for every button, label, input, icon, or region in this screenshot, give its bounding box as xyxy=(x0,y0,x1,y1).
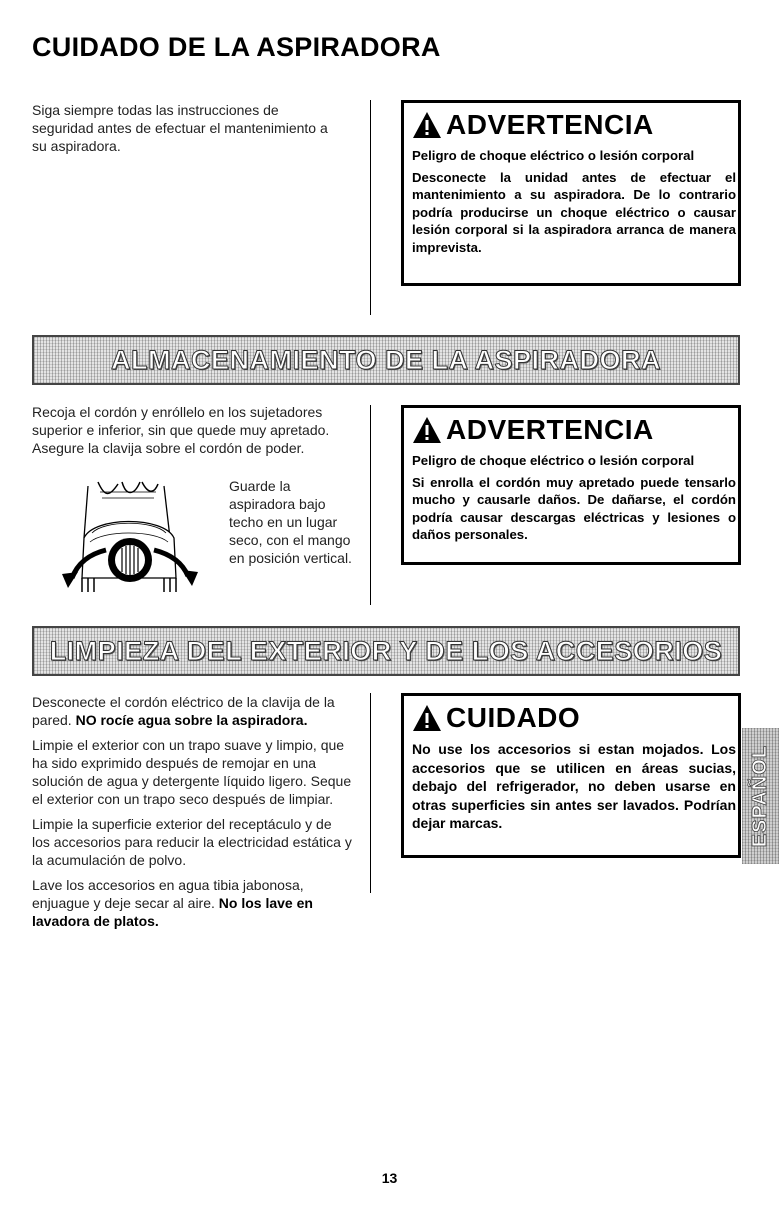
warning-body xyxy=(412,452,738,544)
storage-section-banner xyxy=(32,335,740,385)
safety-intro-paragraph: Siga siempre todas las instrucciones de seguridad antes de efectuar el mantenimiento a su aspiradora. xyxy=(32,102,328,154)
storage-figure-caption xyxy=(229,477,359,574)
cleaning-banner-title: LIMPIEZA DEL EXTERIOR Y DE LOS ACCESORIOS xyxy=(49,635,723,666)
vacuum-cord-storage-illustration xyxy=(60,478,200,596)
language-tab-label: ESPAÑOL xyxy=(749,744,771,848)
cleaning-paragraph-3: Limpie la superficie exterior del receptáculo y de los accesorios para reducir la electricidad estática y la acumulación de polvo. xyxy=(32,816,352,868)
column-divider xyxy=(370,693,371,893)
column-divider xyxy=(370,405,371,605)
safety-intro-text xyxy=(32,101,332,162)
warning-triangle-icon xyxy=(412,416,442,444)
cleaning-paragraph-2: Limpie el exterior con un trapo suave y limpio, que ha sido exprimido después de remojar en una solución de agua y detergente líquido ligero. Seque el exterior con un trapo seco después de limpiar. xyxy=(32,737,352,807)
warning-title: ADVERTENCIA xyxy=(446,414,654,445)
cleaning-text xyxy=(32,693,352,937)
caution-text: No use los accesorios si estan mojados. Los accesorios que se utilicen en áreas sucias, debajo del refrigerador, no deben usarse en otras superficies sin antes ser lavados. Podrían dejar marcas. xyxy=(412,741,736,831)
caution-header xyxy=(412,702,738,734)
warning-triangle-icon xyxy=(412,704,442,732)
warning-subtitle: Peligro de choque eléctrico o lesión corporal xyxy=(412,148,695,163)
column-divider xyxy=(370,100,371,315)
caution-box-accessories xyxy=(401,693,741,858)
warning-header xyxy=(412,414,738,446)
storage-banner-title: ALMACENAMIENTO DE LA ASPIRADORA xyxy=(110,344,661,375)
cleaning-p4-text: Lave los accesorios en agua tibia jabonosa, enjuague y deje secar al aire. xyxy=(32,877,304,911)
cleaning-p4-bold: No los lave en lavadora de platos. xyxy=(32,895,313,929)
page-title: CUIDADO DE LA ASPIRADORA xyxy=(32,32,441,62)
storage-caption-text: Guarde la aspiradora bajo techo en un lugar seco, con el mango en posición vertical. xyxy=(229,478,352,566)
warning-triangle-icon xyxy=(412,111,442,139)
warning-box-cord xyxy=(401,405,741,565)
language-side-tab xyxy=(742,728,779,864)
storage-text xyxy=(32,403,352,464)
caution-body xyxy=(412,740,738,833)
cleaning-paragraph-4 xyxy=(32,876,352,930)
caution-title: CUIDADO xyxy=(446,702,581,733)
warning-body xyxy=(412,147,738,256)
warning-box-maintenance xyxy=(401,100,741,286)
cleaning-p1-text: Desconecte el cordón eléctrico de la clavija de la pared. xyxy=(32,694,335,728)
storage-paragraph: Recoja el cordón y enróllelo en los sujetadores superior e inferior, sin que quede muy apretado. Asegure la clavija sobre el cordón de poder. xyxy=(32,404,330,456)
warning-text: Desconecte la unidad antes de efectuar el mantenimiento a su aspiradora. De lo contrario podría producirse un choque eléctrico o causar lesión corporal si la aspiradora arranca de manera imprevista. xyxy=(412,169,736,255)
warning-header xyxy=(412,109,738,141)
cleaning-paragraph-1 xyxy=(32,693,352,729)
cleaning-p1-bold: NO rocíe agua sobre la aspiradora. xyxy=(75,712,308,728)
warning-text: Si enrolla el cordón muy apretado puede tensarlo mucho y causarle daños. De dañarse, el cordón podría causar descargas eléctricas y lesiones o daños personales. xyxy=(412,474,736,542)
page-number: 13 xyxy=(381,1170,398,1186)
warning-title: ADVERTENCIA xyxy=(446,109,654,140)
cleaning-section-banner xyxy=(32,626,740,676)
warning-subtitle: Peligro de choque eléctrico o lesión corporal xyxy=(412,453,695,468)
